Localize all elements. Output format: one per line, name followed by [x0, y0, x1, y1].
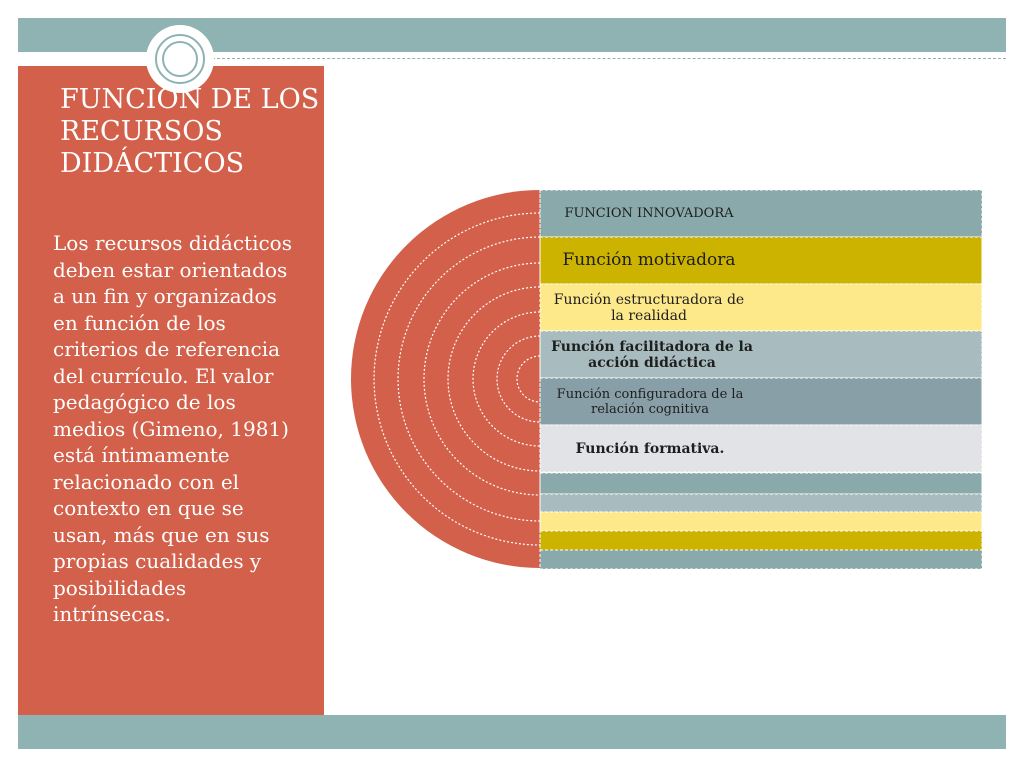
slide-body-text: Los recursos didácticos deben estar orientados a un fin y organizados en función de los criterios de referencia del currículo. El valor pedagógico de los medios (Gimeno, 1981) está íntimamente relacionado con el contexto en que se usan, más que en sus propias cualidades y posibilidades intrínsecas. — [53, 231, 292, 626]
function-bar-label-4: Función facilitadora de la acción didáctica — [551, 338, 753, 371]
function-bar-label-6: Función formativa. — [575, 440, 725, 457]
extra-bar-2 — [540, 494, 982, 512]
function-bar-label-5: Función configuradora de la relación cognitiva — [556, 386, 744, 417]
slide-title: FUNCIÓN DE LOS RECURSOS DIDÁCTICOS — [60, 84, 320, 179]
extra-bar-4 — [540, 531, 982, 550]
extra-bar-5 — [540, 550, 982, 569]
diagram-half-disc — [351, 190, 540, 568]
extra-bar-1 — [540, 473, 982, 494]
function-bar-label-3: Función estructuradora de la realidad — [553, 291, 745, 324]
function-bar-label-1: FUNCION INNOVADORA — [564, 206, 734, 221]
function-bar-label-2: Función motivadora — [562, 250, 736, 270]
extra-bar-3 — [540, 512, 982, 531]
